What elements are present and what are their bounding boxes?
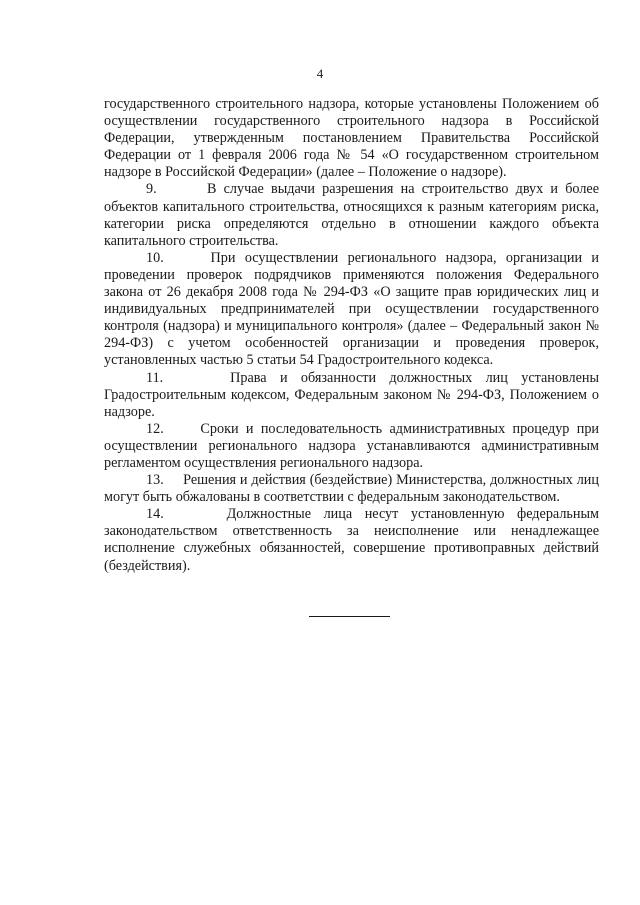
page-number: 4 bbox=[316, 66, 324, 81]
paragraph-continuation: государственного строительного надзора, которые установлены Положением об осуществлении государственного строительного надзора в Российской Федерации, утвержденным постановлением Правительства Российской Федерации от 1 февраля 2006 года № 54 «О государственном строительном надзоре в Российской Федерации» (далее – Положение о надзоре). bbox=[104, 96, 599, 181]
paragraph-item-11: 11. Права и обязанности должностных лиц установлены Градостроительным кодексом, Федеральным законом № 294-ФЗ, Положением о надзоре. bbox=[104, 369, 603, 420]
paragraph-item-13: 13. Решения и действия (бездействие) Министерства, должностных лиц могут быть обжалованы в соответствии с федеральным законодательством. bbox=[104, 472, 603, 506]
paragraph-item-10: 10. При осуществлении регионального надзора, организации и проведении проверок подрядчиков применяются положения Федерального закона от 26 декабря 2008 года № 294-ФЗ «О защите прав юридических лиц и индивидуальных предпринимателей при осуществлении государственного контроля (надзора) и муниципального контроля» (далее – Федеральный закон № 294-ФЗ) с учетом особенностей организации и проведения проверок, установленных частью 5 статьи 54 Градостроительного кодекса. bbox=[104, 249, 603, 369]
paragraph-item-14: 14. Должностные лица несут установленную федеральным законодательством ответственность за неисполнение или ненадлежащее исполнение служебных обязанностей, совершение противоправных действий (бездействия). bbox=[104, 506, 603, 574]
closing-divider-line bbox=[309, 616, 390, 617]
paragraph-item-12: 12. Сроки и последовательность административных процедур при осуществлении регионального надзора устанавливаются административным регламентом осуществления регионального надзора. bbox=[104, 420, 603, 471]
paragraph-item-9: 9. В случае выдачи разрешения на строительство двух и более объектов капитального строительства, относящихся к разным категориям риска, категории риска определяются отдельно в отношении каждого объекта капитального строительства. bbox=[104, 181, 603, 249]
document-body bbox=[104, 96, 603, 575]
